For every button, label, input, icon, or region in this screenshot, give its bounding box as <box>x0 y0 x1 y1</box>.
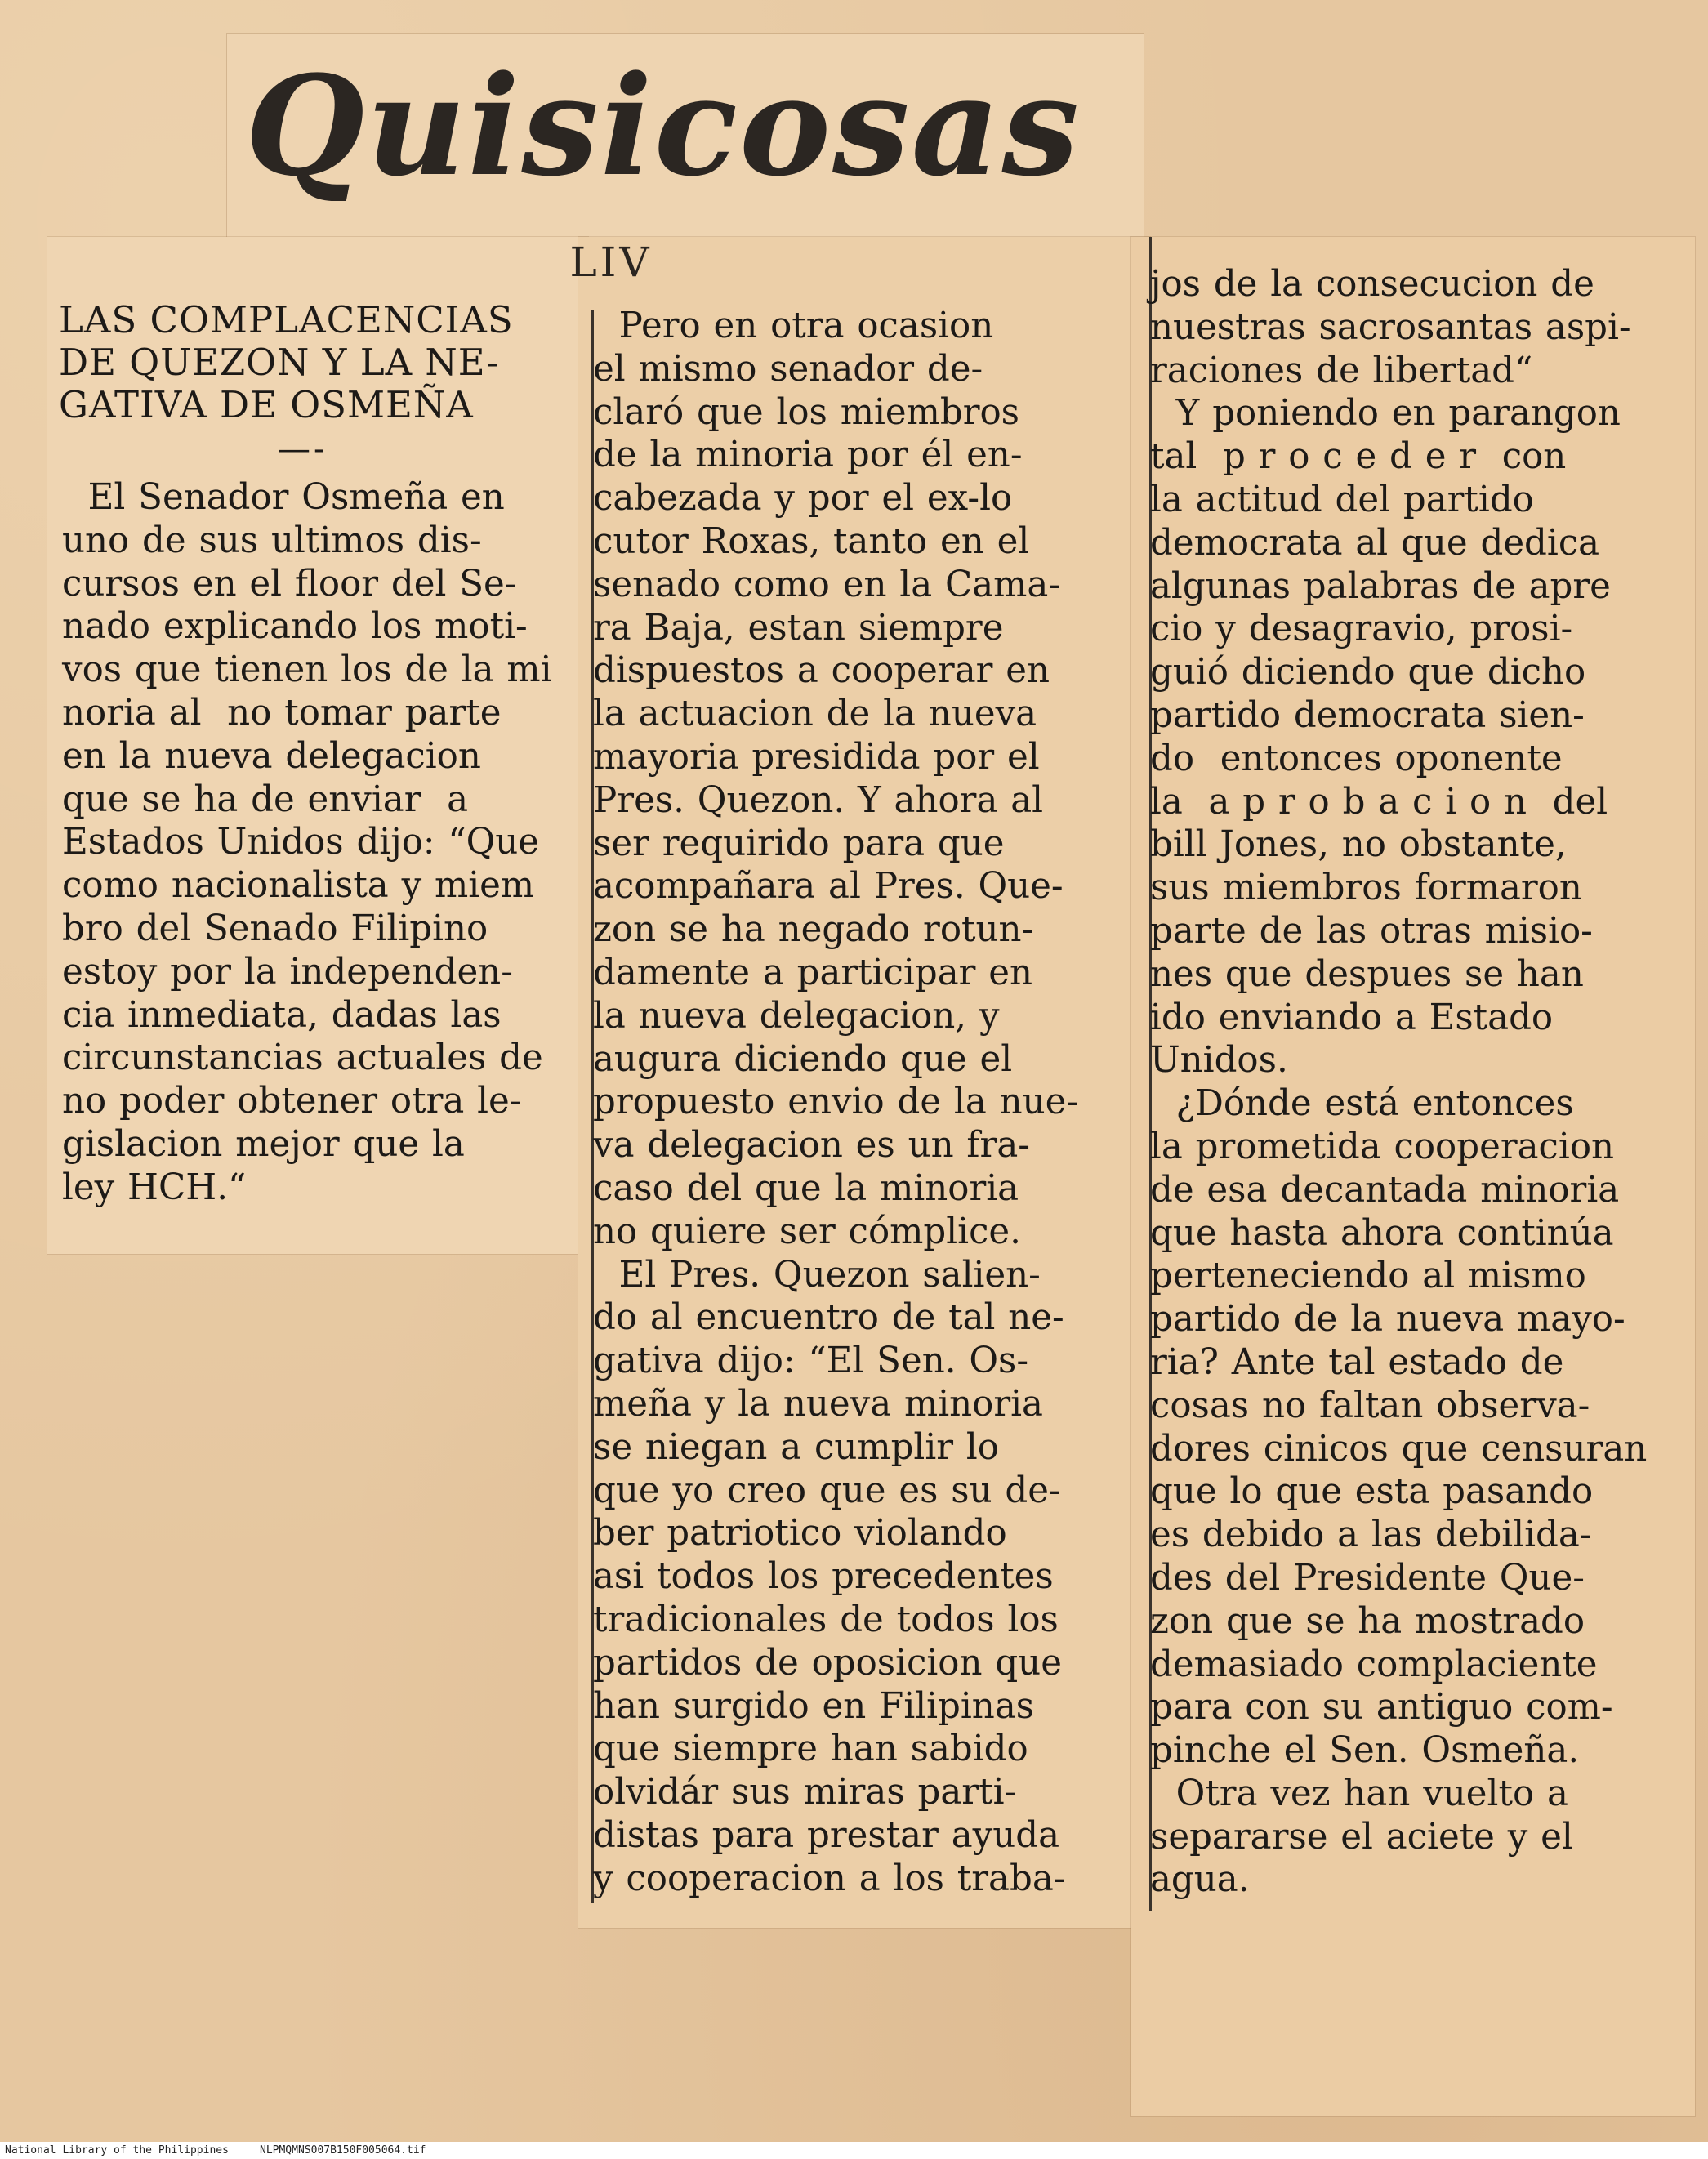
article-line: algunas palabras de apre <box>1150 565 1611 607</box>
article-line: nado explicando los moti- <box>62 606 528 648</box>
article-line: mayoria presidida por el <box>593 736 1040 778</box>
article-line: la actuacion de la nueva <box>593 694 1037 735</box>
article-line: es debido a las debilida- <box>1150 1514 1592 1556</box>
article-line: como nacionalista y miem <box>62 865 535 907</box>
article-line: do entonces oponente <box>1150 738 1563 779</box>
article-line: y cooperacion a los traba- <box>593 1858 1066 1899</box>
article-line: bro del Senado Filipino <box>62 908 488 949</box>
article-line: democrata al que dedica <box>1150 522 1600 564</box>
article-line: augura diciendo que el <box>593 1038 1013 1080</box>
article-line: se niegan a cumplir lo <box>593 1426 999 1468</box>
article-column-1 <box>62 476 593 1210</box>
article-line: cia inmediata, dadas las <box>62 994 502 1036</box>
article-line: do al encuentro de tal ne- <box>593 1297 1064 1339</box>
footer-library: National Library of the Philippines <box>5 2144 229 2157</box>
article-line: noria al no tomar parte <box>62 692 502 734</box>
article-line: Pero en otra ocasion <box>593 306 994 346</box>
article-line: bill Jones, no obstante, <box>1150 824 1567 866</box>
article-line: guió diciendo que dicho <box>1150 652 1586 694</box>
article-line: zon que se ha mostrado <box>1150 1600 1585 1642</box>
article-line: separarse el aciete y el <box>1150 1816 1573 1858</box>
headline-line: DE QUEZON Y LA NE- <box>59 341 500 384</box>
headline-separator: —- <box>278 430 328 468</box>
article-line: ria? Ante tal estado de <box>1150 1341 1564 1383</box>
article-line: propuesto envio de la nue- <box>593 1082 1079 1123</box>
article-line: dispuestos a cooperar en <box>593 650 1050 692</box>
article-line: ser requirido para que <box>593 823 1005 864</box>
masthead-title: Quisicosas <box>245 45 1081 207</box>
article-line: acompañara al Pres. Que- <box>593 866 1064 908</box>
article-line: Unidos. <box>1150 1040 1288 1082</box>
article-column-3 <box>1150 263 1706 1902</box>
article-line: nuestras sacrosantas aspi- <box>1150 306 1631 348</box>
article-line: caso del que la minoria <box>593 1167 1019 1209</box>
article-line: des del Presidente Que- <box>1150 1557 1585 1599</box>
article-line: que yo creo que es su de- <box>593 1470 1061 1511</box>
article-line: de la minoria por él en- <box>593 435 1023 476</box>
article-line: que se ha de enviar a <box>62 778 469 820</box>
article-line: tradicionales de todos los <box>593 1599 1059 1640</box>
article-line: han surgido en Filipinas <box>593 1685 1035 1727</box>
article-line: Y poniendo en parangon <box>1150 393 1621 435</box>
article-line: dores cinicos que censuran <box>1150 1428 1648 1470</box>
article-line: cio y desagravio, prosi- <box>1150 609 1573 650</box>
article-line: Otra vez han vuelto a <box>1150 1773 1568 1814</box>
article-line: olvidár sus miras parti- <box>593 1772 1017 1813</box>
article-line: vos que tienen los de la mi <box>62 649 552 691</box>
article-line: Estados Unidos dijo: “Que <box>62 822 540 863</box>
article-line: nes que despues se han <box>1150 953 1584 995</box>
article-column-2 <box>593 305 1148 1900</box>
article-line: que hasta ahora continúa <box>1150 1212 1614 1254</box>
article-headline <box>59 299 590 426</box>
article-line: cutor Roxas, tanto en el <box>593 520 1030 562</box>
article-line: cursos en el floor del Se- <box>62 563 517 604</box>
article-line: Pres. Quezon. Y ahora al <box>593 779 1044 821</box>
article-line: jos de la consecucion de <box>1150 264 1594 305</box>
article-line: partido democrata sien- <box>1150 694 1585 736</box>
article-line: de esa decantada minoria <box>1150 1169 1620 1211</box>
installment-number: LIV <box>569 239 653 286</box>
headline-line: LAS COMPLACENCIAS <box>59 298 514 341</box>
article-line: cosas no faltan observa- <box>1150 1385 1590 1426</box>
article-line: uno de sus ultimos dis- <box>62 520 482 561</box>
article-line: partido de la nueva mayo- <box>1150 1299 1625 1340</box>
article-line: sus miembros formaron <box>1150 868 1582 909</box>
article-line: ido enviando a Estado <box>1150 997 1554 1038</box>
article-line: que lo que esta pasando <box>1150 1471 1594 1513</box>
article-line: raciones de libertad“ <box>1150 350 1533 391</box>
article-line: va delegacion es un fra- <box>593 1125 1030 1166</box>
article-line: gislacion mejor que la <box>62 1123 465 1165</box>
article-line: no poder obtener otra le- <box>62 1081 522 1122</box>
article-line: parte de las otras misio- <box>1150 910 1593 952</box>
article-line: meña y la nueva minoria <box>593 1383 1043 1425</box>
article-line: demasiado complaciente <box>1150 1644 1598 1685</box>
article-line: que siempre han sabido <box>593 1729 1028 1770</box>
article-line: pinche el Sen. Osmeña. <box>1150 1730 1580 1772</box>
article-line: agua. <box>1150 1859 1250 1901</box>
article-line: circunstancias actuales de <box>62 1037 543 1079</box>
article-line: para con su antiguo com- <box>1150 1687 1613 1729</box>
article-line: ber patriotico violando <box>593 1513 1007 1555</box>
article-line: el mismo senador de- <box>593 348 983 390</box>
article-line: damente a participar en <box>593 952 1033 993</box>
article-line: senado como en la Cama- <box>593 564 1061 605</box>
article-line: asi todos los precedentes <box>593 1556 1054 1598</box>
article-line: la a p r o b a c i o n del <box>1150 781 1608 823</box>
article-line: El Pres. Quezon salien- <box>593 1254 1041 1296</box>
article-line: partidos de oposicion que <box>593 1642 1062 1684</box>
article-line: estoy por la independen- <box>62 951 513 993</box>
article-line: distas para prestar ayuda <box>593 1814 1060 1856</box>
article-line: perteneciendo al mismo <box>1150 1256 1586 1297</box>
article-line: zon se ha negado rotun- <box>593 909 1034 951</box>
headline-line: GATIVA DE OSMEÑA <box>59 383 474 426</box>
article-line: ra Baja, estan siempre <box>593 607 1004 649</box>
article-line: gativa dijo: “El Sen. Os- <box>593 1340 1029 1382</box>
article-line: no quiere ser cómplice. <box>593 1211 1022 1252</box>
scan-footer <box>0 2142 1708 2159</box>
article-line: en la nueva delegacion <box>62 735 481 777</box>
article-line: El Senador Osmeña en <box>62 477 505 518</box>
article-line: la prometida cooperacion <box>1150 1126 1615 1167</box>
article-line: la actitud del partido <box>1150 479 1534 520</box>
footer-filename: NLPMQMNS007B150F005064.tif <box>260 2144 426 2157</box>
article-line: claró que los miembros <box>593 391 1020 433</box>
article-line: tal p r o c e d e r con <box>1150 436 1567 478</box>
article-line: la nueva delegacion, y <box>593 995 1000 1037</box>
article-line: ley HCH.“ <box>62 1166 247 1208</box>
article-line: cabezada y por el ex-lo <box>593 478 1013 520</box>
article-line: ¿Dónde está entonces <box>1150 1083 1574 1125</box>
